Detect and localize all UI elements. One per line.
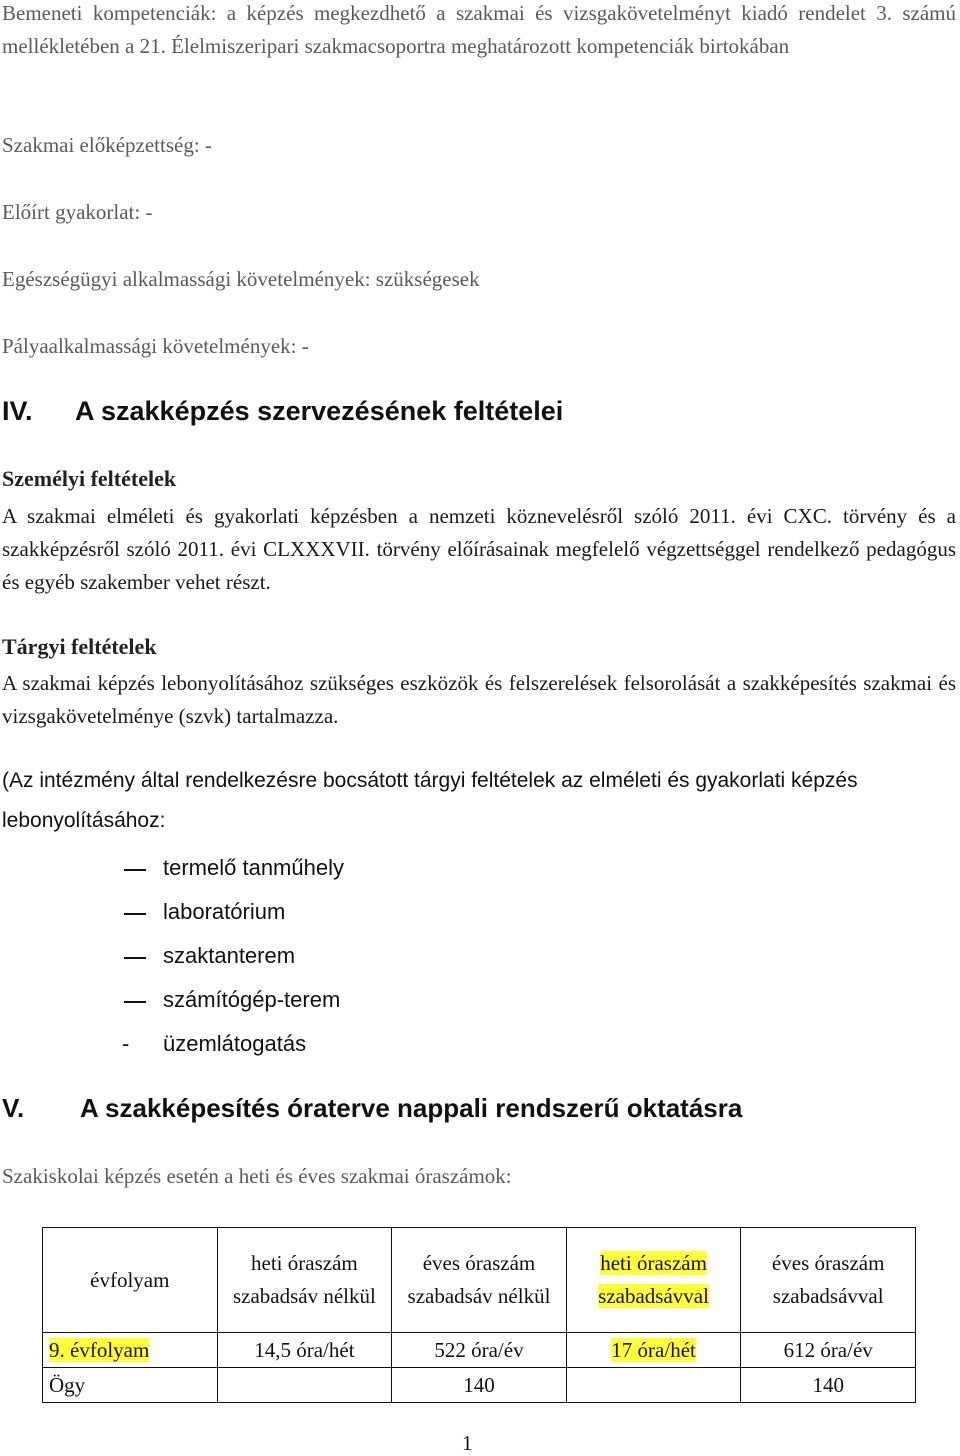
cell-eves-szabadsav-nelkul: 522 óra/év: [392, 1333, 567, 1368]
list-item: üzemlátogatás: [163, 1031, 307, 1056]
table-header-row: [43, 1228, 916, 1333]
cell-heti-szabadsav-nelkul: 14,5 óra/hét: [217, 1333, 392, 1368]
cell-heti-szabadsav-nelkul: [217, 1368, 392, 1403]
header-heti-szabadsav-nelkul: heti óraszám szabadsáv nélkül: [217, 1228, 392, 1333]
szemelyi-feltetelek-heading: Személyi feltételek: [2, 466, 177, 491]
list-item: szaktanterem: [163, 943, 296, 968]
header-evfolyam: évfolyam: [43, 1228, 218, 1333]
section-5-title: A szakképesítés óraterve nappali rendszerű oktatásra: [80, 1093, 743, 1123]
cell-eves-szabadsav-nelkul: 140: [392, 1368, 567, 1403]
page-number: 1: [462, 1431, 473, 1455]
list-marker: [124, 913, 146, 915]
egeszsegugyi-kovetelmenyek: Egészségügyi alkalmassági követelmények: szükségesek: [2, 267, 480, 291]
targyi-feltetelek-heading: Tárgyi feltételek: [2, 634, 157, 659]
targyi-feltetelek-text: A szakmai képzés lebonyolításához szükséges eszközök és felszerelések felsorolását a szakképesítés szakmai és vizsgakövetelménye (szvk) tartalmazza.: [2, 671, 956, 728]
cell-evfolyam: [43, 1333, 218, 1368]
szakmai-elokepzettseg: Szakmai előképzettség: -: [2, 133, 212, 157]
list-item: laboratórium: [163, 899, 286, 924]
orarend-intro: Szakiskolai képzés esetén a heti és éves szakmai óraszámok:: [2, 1164, 512, 1188]
highlight: 17 óra/hét: [611, 1337, 696, 1362]
highlight: 9. évfolyam: [49, 1337, 150, 1362]
highlight: heti óraszám szabadsávval: [598, 1251, 709, 1308]
cell-heti-szabadsavval: [566, 1368, 741, 1403]
list-marker: -: [122, 1031, 130, 1056]
section-5-number: V.: [2, 1093, 25, 1123]
list-item: számítógép-terem: [163, 987, 341, 1012]
header-eves-szabadsav-nelkul: éves óraszám szabadsáv nélkül: [392, 1228, 567, 1333]
table-row: [43, 1368, 916, 1403]
palyaalkalmassagi-kovetelmenyek: Pályaalkalmassági követelmények: -: [2, 334, 309, 358]
list-marker: [124, 1001, 146, 1003]
list-marker: [124, 957, 146, 959]
table-row: [43, 1333, 916, 1368]
bemeneti-kompetenciak: Bemeneti kompetenciák: a képzés megkezdhető a szakmai és vizsgakövetelményt kiadó rendelet 3. számú mellékletében a 21. Élelmiszeripari szakmacsoportra meghatározott kompetenciák birtokában: [2, 1, 956, 58]
cell-eves-szabadsavval: 140: [741, 1368, 916, 1403]
eloirt-gyakorlat: Előírt gyakorlat: -: [2, 200, 153, 224]
cell-evfolyam: Ögy: [43, 1368, 218, 1403]
header-eves-szabadsavval: éves óraszám szabadsávval: [741, 1228, 916, 1333]
cell-eves-szabadsavval: 612 óra/év: [741, 1333, 916, 1368]
list-marker: [124, 869, 146, 871]
intezmeny-feltetelek-text: (Az intézmény által rendelkezésre bocsátott tárgyi feltételek az elméleti és gyakorlati képzés lebonyolításához:: [2, 769, 858, 832]
oraszam-table: [42, 1227, 916, 1403]
cell-heti-szabadsavval: [566, 1333, 741, 1368]
szemelyi-feltetelek-text: A szakmai elméleti és gyakorlati képzésben a nemzeti köznevelésről szóló 2011. évi CXC. törvény és a szakképzésről szóló 2011. évi CLXXXVII. törvény előírásainak megfelelő végzettséggel rendelkező pedagógus és egyéb szakember vehet részt.: [2, 504, 956, 594]
list-item: termelő tanműhely: [163, 855, 344, 880]
section-4-title: A szakképzés szervezésének feltételei: [75, 396, 564, 426]
header-heti-szabadsavval: [566, 1228, 741, 1333]
section-4-number: IV.: [2, 396, 33, 426]
